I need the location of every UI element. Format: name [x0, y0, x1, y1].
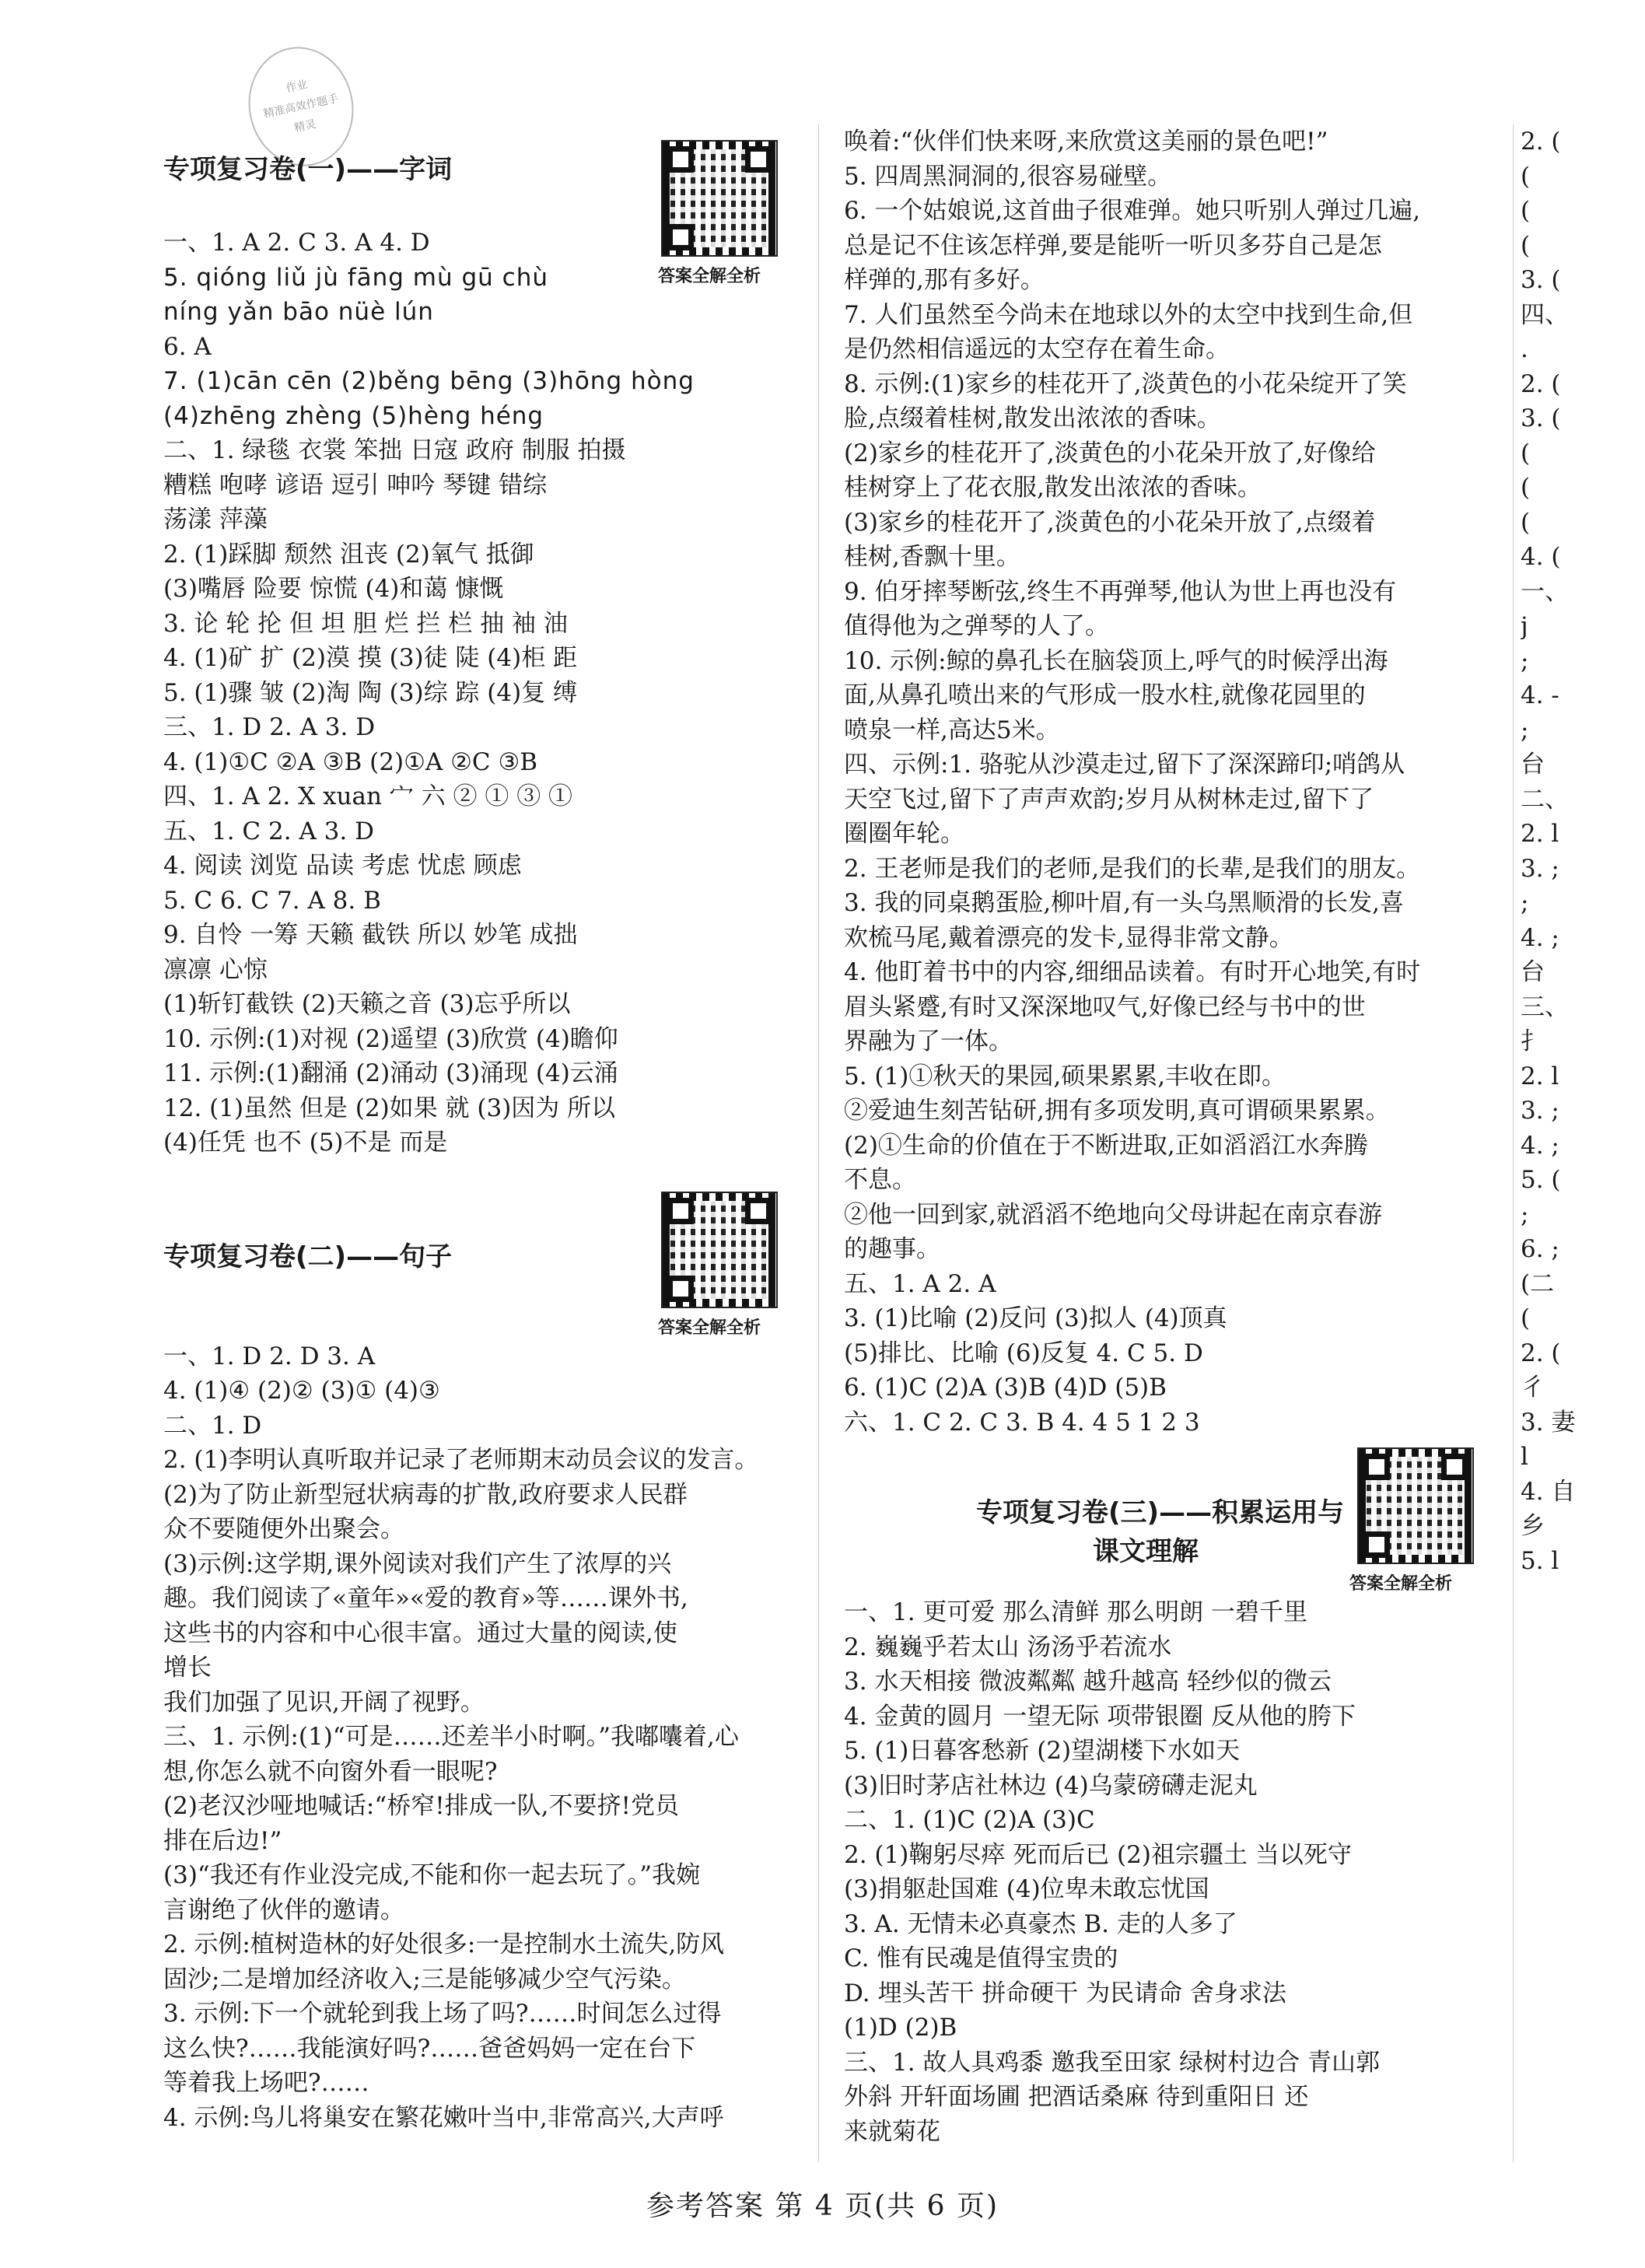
section-3-answers [844, 1595, 1489, 2149]
answer-line: 这么快?……我能演好吗?……爸爸妈妈一定在台下 [163, 2034, 696, 2063]
answer-line: 一、1. D 2. D 3. A [163, 1342, 376, 1370]
answer-line: 6. A [163, 332, 212, 361]
answer-line: 11. 示例:(1)翻涌 (2)涌动 (3)涌现 (4)云涌 [163, 1059, 618, 1087]
answer-line: 3. A. 无情未必真豪杰 B. 走的人多了 [844, 1909, 1237, 1938]
answer-line: 六、1. C 2. C 3. B 4. 4 5 1 2 3 [844, 1408, 1200, 1437]
answer-line: ( [1521, 474, 1531, 502]
answer-line: 6. (1)C (2)A (3)B (4)D (5)B [844, 1374, 1167, 1402]
answer-line: (1)斩钉截铁 (2)天籁之音 (3)忘乎所以 [163, 990, 571, 1018]
section-1-answers [163, 226, 809, 1160]
answer-line: 我们加强了见识,开阔了视野。 [163, 1688, 485, 1717]
answer-line: 5. l [1521, 1546, 1559, 1575]
answer-line: 五、1. A 2. A [844, 1269, 996, 1298]
answer-column-2 [844, 124, 1489, 2149]
answer-line: 2. 王老师是我们的老师,是我们的长辈,是我们的朋友。 [844, 854, 1421, 883]
answer-line: 3. ( [1521, 266, 1561, 294]
answer-line: 4. 金黄的圆月 一望无际 项带银圈 反从他的胯下 [844, 1702, 1356, 1731]
answer-line: 排在后边!” [163, 1826, 282, 1855]
answer-line: 7. 人们虽然至今尚未在地球以外的太空中找到生命,但 [844, 300, 1413, 329]
answer-line: 5. ( [1521, 1166, 1561, 1194]
answer-line: 乡 [1521, 1512, 1545, 1540]
answer-column-3-partial [1521, 124, 1645, 1578]
answer-line: 固沙;二是增加经济收入;三是能够减少空气污染。 [163, 1965, 686, 1993]
answer-line: 4. (1)①C ②A ③B (2)①A ②C ③B [163, 747, 538, 776]
answer-line: 四、 [1521, 300, 1569, 329]
section-title: 专项复习卷(一)——字词 [163, 154, 453, 185]
answer-line: ( [1521, 197, 1531, 225]
answer-line: 2. (1)踩脚 颓然 沮丧 (2)氧气 抵御 [163, 540, 534, 569]
answer-line: 2. ( [1521, 1339, 1561, 1367]
answer-line: 4. ; [1521, 923, 1559, 952]
answer-line: (1)D (2)B [844, 2014, 957, 2042]
answer-line: 6. ; [1521, 1235, 1559, 1263]
answer-line: . [1521, 335, 1528, 363]
answer-line: (2)老汉沙哑地喊话:“桥窄!排成一队,不要挤!党员 [163, 1792, 679, 1820]
answer-line: 2. (1)李明认真听取并记录了老师期末动员会议的发言。 [163, 1446, 759, 1474]
answer-line: 6. 一个姑娘说,这首曲子很难弹。她只听别人弹过几遍, [844, 197, 1421, 225]
answer-line: ( [1521, 508, 1531, 537]
answer-line: 2. l [1521, 1062, 1559, 1090]
answer-line: 5. (1)①秋天的果园,硕果累累,丰收在即。 [844, 1062, 1286, 1090]
answer-line: 这些书的内容和中心很丰富。通过大量的阅读,使 [163, 1619, 677, 1647]
answer-line: 趣。我们阅读了«童年»«爱的教育»等……课外书, [163, 1584, 688, 1612]
answer-line: 言谢绝了伙伴的邀请。 [163, 1895, 404, 1924]
answer-line: 样弹的,那有多好。 [844, 266, 1045, 294]
answer-line: (3)嘴唇 险要 惊慌 (4)和蔼 慷慨 [163, 575, 504, 603]
answer-line: 二、 [1521, 785, 1569, 814]
answer-line: 四、1. A 2. X xuan 宀 六 ② ① ③ ① [163, 782, 573, 810]
answer-line: 彳 [1521, 1374, 1545, 1402]
section-title: 专项复习卷(三)——积累运用与 [976, 1497, 1345, 1528]
answer-line: 9. 自怜 一筹 天籁 截铁 所以 妙笔 成拙 [163, 921, 578, 949]
qr-caption: 答案全解全析 [658, 267, 761, 286]
answer-line: 3. 水天相接 微波粼粼 越升越高 轻纱似的微云 [844, 1668, 1332, 1696]
qr-caption: 答案全解全析 [658, 1318, 761, 1338]
answer-line: (4)zhēng zhèng (5)hèng héng [163, 401, 544, 430]
answer-line: ; [1521, 1200, 1529, 1229]
answer-line: (4)任凭 也不 (5)不是 而是 [163, 1129, 448, 1157]
answer-line: 二、1. 绿毯 衣裳 笨拙 日寇 政府 制服 拍摄 [163, 436, 626, 464]
answer-line: 2. l [1521, 820, 1559, 848]
answer-line: 12. (1)虽然 但是 (2)如果 就 (3)因为 所以 [163, 1094, 616, 1122]
answer-line: (2)①生命的价值在于不断进取,正如滔滔江水奔腾 [844, 1131, 1368, 1160]
answer-line: 桂树,香飘十里。 [844, 543, 1020, 571]
answer-line: 界融为了一体。 [844, 1027, 1013, 1055]
answer-line: 面,从鼻孔喷出来的气形成一股水柱,就像花园里的 [844, 681, 1366, 709]
answer-line: 5. qióng liǔ jù fāng mù gū chù [163, 263, 549, 292]
answer-line: (3)示例:这学期,课外阅读对我们产生了浓厚的兴 [163, 1549, 672, 1578]
answer-line: 2. ( [1521, 128, 1561, 156]
answer-line: 外斜 开轩面场圃 把酒话桑麻 待到重阳日 还 [844, 2083, 1309, 2111]
answer-line: 眉头紧蹙,有时又深深地叹气,好像已经与书中的世 [844, 992, 1366, 1021]
answer-line: 2. 示例:植树造林的好处很多:一是控制水土流失,防风 [163, 1930, 725, 1958]
answer-line: 三、1. 示例:(1)“可是……还差半小时啊。”我嘟囔着,心 [163, 1723, 739, 1751]
answer-line: 5. C 6. C 7. A 8. B [163, 886, 381, 915]
answer-line: 5. (1)日暮客愁新 (2)望湖楼下水如天 [844, 1737, 1241, 1765]
page-footer: 参考答案 第 4 页(共 6 页) [646, 2190, 999, 2222]
answer-line: C. 惟有民魂是值得宝贵的 [844, 1944, 1118, 1972]
answer-line: ; [1521, 889, 1529, 917]
answer-line: 荡漾 萍藻 [163, 506, 268, 534]
answer-line: 三、1. 故人具鸡黍 邀我至田家 绿树村边合 青山郭 [844, 2048, 1380, 2077]
answer-line: (二 [1521, 1269, 1555, 1298]
answer-line: 4. (1)矿 扩 (2)漠 摸 (3)徒 陡 (4)柜 距 [163, 644, 578, 672]
stamp-line: 精灵 [293, 117, 317, 135]
answer-line: 2. 巍巍乎若太山 汤汤乎若流水 [844, 1633, 1172, 1661]
answer-line: 3. 我的同桌鹅蛋脸,柳叶眉,有一头乌黑顺滑的长发,喜 [844, 889, 1404, 917]
section-title-continued: 课文理解 [1093, 1536, 1199, 1567]
answer-line: 三、1. D 2. A 3. D [163, 713, 376, 741]
answer-line: ( [1521, 162, 1531, 191]
answer-line: níng yǎn bāo nüè lún [163, 298, 434, 326]
answer-line: 台 [1521, 751, 1545, 779]
answer-line: 不息。 [844, 1166, 916, 1194]
answer-line: 3. ( [1521, 404, 1561, 432]
answer-line: 圈圈年轮。 [844, 820, 964, 848]
partial-answers [1521, 124, 1645, 1578]
section-2-answers-continued [844, 124, 1489, 1440]
answer-line: 三、 [1521, 992, 1569, 1021]
answer-line: 值得他为之弹琴的人了。 [844, 612, 1109, 640]
answer-line: 的趣事。 [844, 1235, 940, 1263]
answer-line: 想,你怎么就不向窗外看一眼呢? [163, 1757, 498, 1786]
answer-line: 5. 四周黑洞洞的,很容易碰壁。 [844, 162, 1172, 191]
section-header-3 [844, 1447, 1489, 1594]
answer-line: 2. (1)鞠躬尽瘁 死而后已 (2)祖宗疆土 当以死守 [844, 1840, 1352, 1869]
answer-line: 台 [1521, 958, 1545, 986]
qr-code-icon [1357, 1447, 1474, 1564]
answer-line: ②爱迪生刻苦钻研,拥有多项发明,真可谓硕果累累。 [844, 1097, 1390, 1125]
answer-line: 3. ; [1521, 854, 1559, 883]
answer-line: 扌 [1521, 1027, 1545, 1055]
answer-line: 10. 示例:鲸的鼻孔长在脑袋顶上,呼气的时候浮出海 [844, 646, 1388, 675]
section-2-answers [163, 1339, 809, 2136]
answer-line: 3. 示例:下一个就轮到我上场了吗?……时间怎么过得 [163, 2000, 722, 2028]
answer-line: 3. (1)比喻 (2)反问 (3)拟人 (4)顶真 [844, 1304, 1227, 1332]
answer-line: 4. ; [1521, 1131, 1559, 1160]
answer-line: 一、1. 更可爱 那么清鲜 那么明朗 一碧千里 [844, 1598, 1307, 1626]
answer-line: 4. - [1521, 681, 1559, 709]
answer-line: j [1521, 612, 1528, 640]
answer-line: 欢梳马尾,戴着漂亮的发卡,显得非常文静。 [844, 923, 1293, 952]
answer-line: 凛凛 心惊 [163, 955, 268, 984]
stamp-line: 精准高效作题手 [262, 92, 340, 121]
answer-line: 五、1. C 2. A 3. D [163, 817, 374, 845]
answer-line: 一、 [1521, 577, 1569, 606]
answer-line: D. 埋头苦干 拼命硬干 为民请命 舍身求法 [844, 1979, 1287, 2007]
answer-column-1 [163, 140, 809, 2135]
answer-line: (3)旧时茅店社林边 (4)乌蒙磅礴走泥丸 [844, 1771, 1258, 1800]
stamp-line: 作业 [285, 78, 309, 96]
answer-line: (3)捐躯赴国难 (4)位卑未敢忘忧国 [844, 1875, 1209, 1903]
answer-line: 脸,点缀着桂树,散发出浓浓的香味。 [844, 404, 1221, 432]
answer-line: 2. ( [1521, 369, 1561, 398]
answer-line: 4. (1)④ (2)② (3)① (4)③ [163, 1377, 440, 1405]
answer-line: (5)排比、比喻 (6)反复 4. C 5. D [844, 1339, 1203, 1367]
section-title: 专项复习卷(二)——句子 [163, 1241, 453, 1272]
answer-line: l [1521, 1443, 1528, 1471]
answer-line: ; [1521, 716, 1529, 744]
answer-line: 天空飞过,留下了声声欢韵;岁月从树林走过,留下了 [844, 785, 1374, 814]
answer-line: 4. 阅读 浏览 品读 考虑 忧虑 顾虑 [163, 852, 522, 880]
answer-line: 唤着:“伙伴们快来呀,来欣赏这美丽的景色吧!” [844, 128, 1328, 156]
answer-line: 4. 示例:鸟儿将巢安在繁花嫩叶当中,非常高兴,大声呼 [163, 2103, 724, 2132]
answer-line: (2)家乡的桂花开了,淡黄色的小花朵开放了,好像给 [844, 439, 1376, 467]
answer-line: 4. ( [1521, 543, 1561, 571]
answer-line: 3. 妻 [1521, 1408, 1576, 1437]
column-divider [818, 124, 819, 2162]
answer-line: 9. 伯牙摔琴断弦,终生不再弹琴,他认为世上再也没有 [844, 577, 1397, 606]
answer-line: 3. 论 轮 抡 但 坦 胆 烂 拦 栏 抽 袖 油 [163, 609, 568, 638]
answer-line: 是仍然相信遥远的太空存在着生命。 [844, 335, 1230, 363]
answer-line: ; [1521, 646, 1529, 675]
answer-line: (3)家乡的桂花开了,淡黄色的小花朵开放了,点缀着 [844, 508, 1376, 537]
qr-code-icon [661, 1192, 778, 1308]
answer-line: 一、1. A 2. C 3. A 4. D [163, 229, 430, 257]
answer-line: 7. (1)cān cēn (2)běng bēng (3)hōng hòng [163, 367, 695, 395]
answer-line: ( [1521, 1304, 1531, 1332]
answer-line: 3. ; [1521, 1097, 1559, 1125]
answer-line: ②他一回到家,就滔滔不绝地向父母讲起在南京春游 [844, 1200, 1382, 1229]
answer-line: 4. 他盯着书中的内容,细细品读着。有时开心地笑,有时 [844, 958, 1421, 986]
answer-line: 桂树穿上了花衣服,散发出浓浓的香味。 [844, 474, 1262, 502]
answer-line: ( [1521, 439, 1531, 467]
answer-line: 四、示例:1. 骆驼从沙漠走过,留下了深深蹄印;哨鸽从 [844, 751, 1405, 779]
column-divider [1513, 124, 1514, 2162]
qr-caption: 答案全解全析 [1349, 1574, 1453, 1594]
answer-line: 10. 示例:(1)对视 (2)遥望 (3)欣赏 (4)瞻仰 [163, 1024, 618, 1053]
answer-line: 增长 [163, 1654, 212, 1682]
qr-code-icon [661, 140, 778, 257]
answer-line: 二、1. D [163, 1411, 262, 1440]
answer-line: 总是记不住该怎样弹,要是能听一听贝多芬自己是怎 [844, 231, 1382, 260]
answer-line: 众不要随便外出聚会。 [163, 1515, 404, 1543]
answer-line: 4. 自 [1521, 1477, 1576, 1506]
answer-line: 等着我上场吧?…… [163, 2069, 369, 2097]
answer-line: 8. 示例:(1)家乡的桂花开了,淡黄色的小花朵绽开了笑 [844, 369, 1407, 398]
section-header-2 [163, 1192, 809, 1338]
answer-line: ( [1521, 231, 1531, 260]
answer-line: 喷泉一样,高达5米。 [844, 716, 1060, 744]
answer-line: (2)为了防止新型冠状病毒的扩散,政府要求人民群 [163, 1480, 688, 1509]
answer-line: 糟糕 咆哮 谚语 逗引 呻吟 琴键 错综 [163, 471, 548, 499]
answer-line: 5. (1)骤 皱 (2)淘 陶 (3)综 踪 (4)复 缚 [163, 678, 578, 707]
answer-line: 二、1. (1)C (2)A (3)C [844, 1806, 1095, 1834]
answer-line: (3)“我还有作业没完成,不能和你一起去玩了。”我婉 [163, 1861, 700, 1889]
answer-line: 来就菊花 [844, 2117, 940, 2146]
